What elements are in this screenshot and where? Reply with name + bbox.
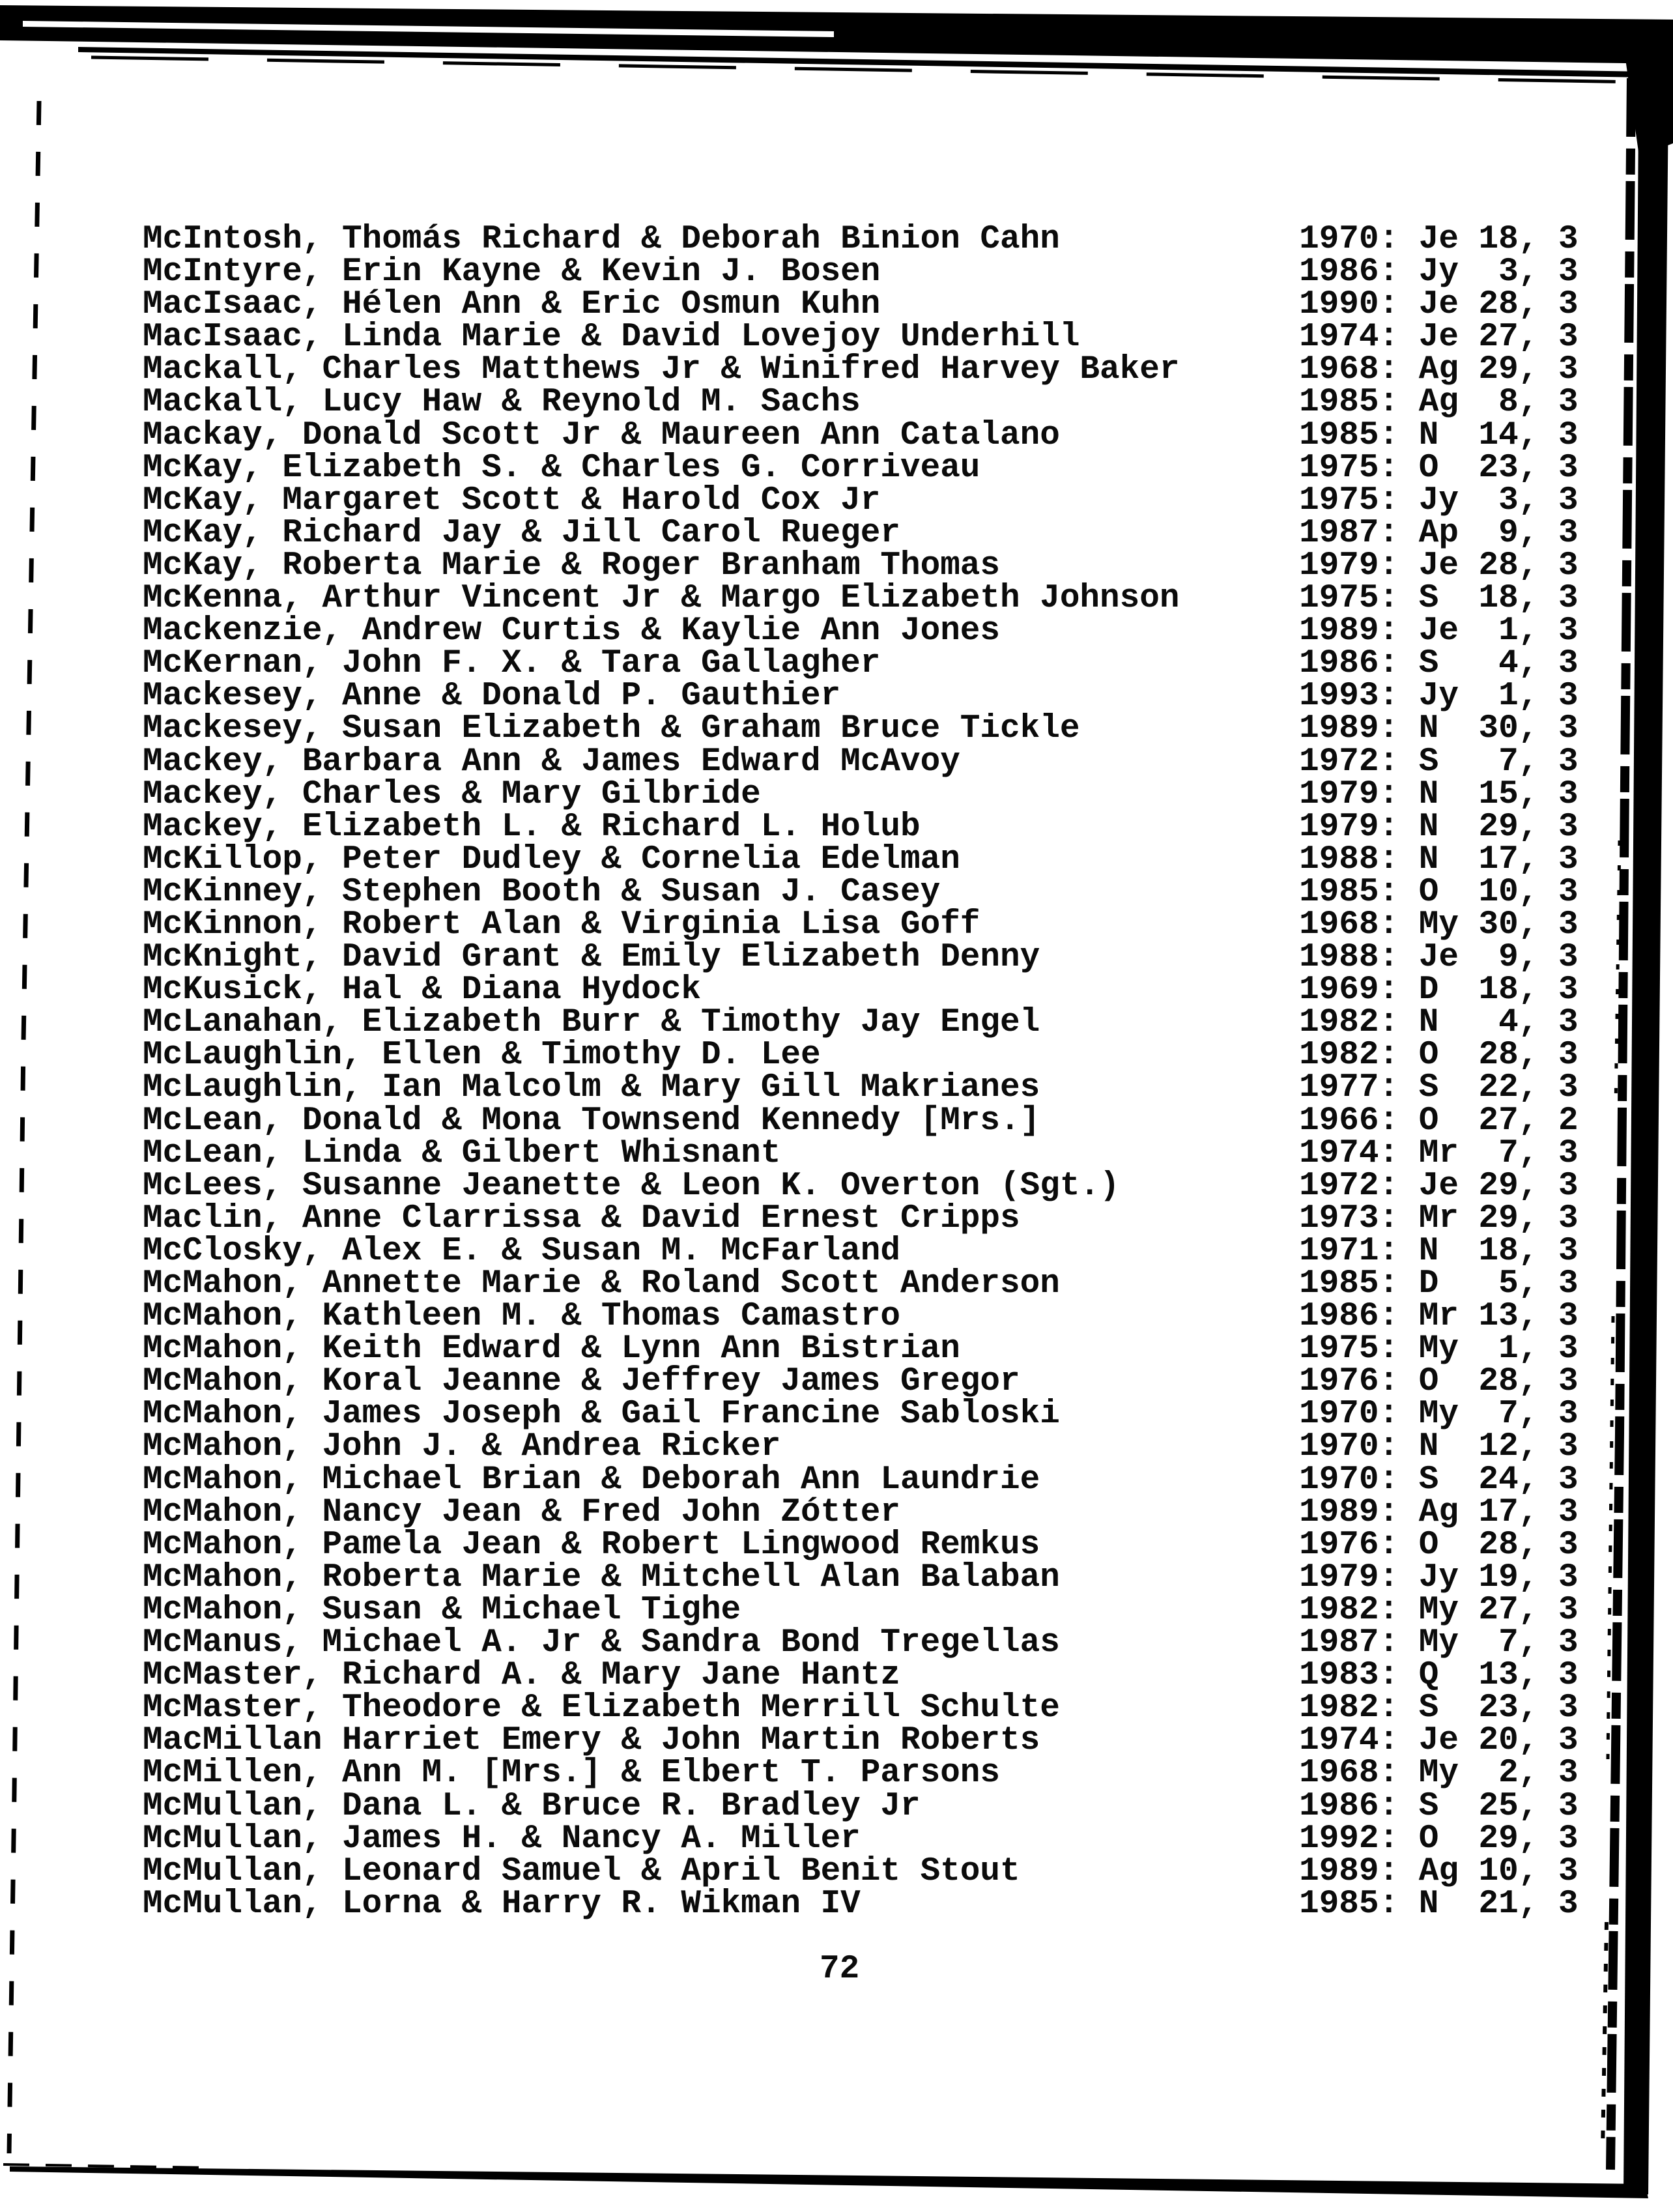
list-row: McKusick, Hal & Diana Hydock 1969: D 18, 3 xyxy=(143,971,1579,1009)
list-row: McMahon, Roberta Marie & Mitchell Alan Balaban 1979: Jy 19, 3 xyxy=(143,1558,1579,1596)
list-row: McLees, Susanne Jeanette & Leon K. Overton (Sgt.) 1972: Je 29, 3 xyxy=(143,1167,1579,1205)
top-scan-band xyxy=(0,5,1673,64)
list-row: McLaughlin, Ian Malcolm & Mary Gill Makrianes 1977: S 22, 3 xyxy=(143,1069,1579,1107)
list-row: McMahon, Susan & Michael Tighe 1982: My 27, 3 xyxy=(143,1591,1579,1629)
list-row: McIntosh, Thomás Richard & Deborah Binion Cahn 1970: Je 18, 3 xyxy=(143,221,1579,258)
list-row: McMahon, Annette Marie & Roland Scott Anderson 1985: D 5, 3 xyxy=(143,1265,1579,1302)
marriage-index-list xyxy=(143,223,1579,1921)
top-scan-underline xyxy=(78,47,1648,78)
list-row: McMahon, James Joseph & Gail Francine Sabloski 1970: My 7, 3 xyxy=(143,1396,1579,1433)
list-row: Mackesey, Anne & Donald P. Gauthier 1993: Jy 1, 3 xyxy=(143,678,1579,715)
list-row: Mackey, Elizabeth L. & Richard L. Holub 1979: N 29, 3 xyxy=(143,808,1579,846)
list-row: McMaster, Richard A. & Mary Jane Hantz 1983: Q 13, 3 xyxy=(143,1657,1579,1695)
list-row: MacIsaac, Linda Marie & David Lovejoy Underhill 1974: Je 27, 3 xyxy=(143,319,1579,356)
bottom-scan-line-left-dashes xyxy=(3,2164,208,2168)
list-row: Mackay, Donald Scott Jr & Maureen Ann Catalano 1985: N 14, 3 xyxy=(143,416,1579,454)
list-row: McMullan, Lorna & Harry R. Wikman IV 1985: N 21, 3 xyxy=(143,1885,1579,1923)
list-row: McMahon, John J. & Andrea Ricker 1970: N 12, 3 xyxy=(143,1428,1579,1466)
list-row: McKay, Elizabeth S. & Charles G. Corriveau 1975: O 23, 3 xyxy=(143,449,1579,487)
list-row: McLean, Linda & Gilbert Whisnant 1974: Mr 7, 3 xyxy=(143,1134,1579,1172)
list-row: McManus, Michael A. Jr & Sandra Bond Tregellas 1987: My 7, 3 xyxy=(143,1624,1579,1662)
list-row: Mackesey, Susan Elizabeth & Graham Bruce Tickle 1989: N 30, 3 xyxy=(143,710,1579,748)
list-row: Mackall, Charles Matthews Jr & Winifred Harvey Baker 1968: Ag 29, 3 xyxy=(143,351,1579,389)
right-scan-speckles-mid xyxy=(1608,1316,1613,1759)
list-row: Mackall, Lucy Haw & Reynold M. Sachs 1985: Ag 8, 3 xyxy=(143,384,1579,422)
list-row: McMahon, Pamela Jean & Robert Lingwood Remkus 1976: O 28, 3 xyxy=(143,1526,1579,1564)
right-scan-speckles-lower xyxy=(1603,1922,1607,2150)
list-row: Mackey, Charles & Mary Gilbride 1979: N 15, 3 xyxy=(143,775,1579,813)
list-row: McKnight, David Grant & Emily Elizabeth Denny 1988: Je 9, 3 xyxy=(143,939,1579,977)
top-right-corner-blob xyxy=(1622,36,1673,156)
list-row: McLanahan, Elizabeth Burr & Timothy Jay Engel 1982: N 4, 3 xyxy=(143,1004,1579,1042)
list-row: McKay, Roberta Marie & Roger Branham Thomas 1979: Je 28, 3 xyxy=(143,547,1579,584)
list-row: McKay, Margaret Scott & Harold Cox Jr 1975: Jy 3, 3 xyxy=(143,481,1579,519)
list-row: McMahon, Michael Brian & Deborah Ann Laundrie 1970: S 24, 3 xyxy=(143,1461,1579,1499)
right-scan-inner-line xyxy=(1610,78,1631,2170)
page-number: 72 xyxy=(820,1951,860,1988)
right-scan-bar xyxy=(1623,33,1669,2194)
bottom-scan-line xyxy=(10,2166,1648,2198)
list-row: McLaughlin, Ellen & Timothy D. Lee 1982: O 28, 3 xyxy=(143,1037,1579,1074)
list-row: McMahon, Kathleen M. & Thomas Camastro 1986: Mr 13, 3 xyxy=(143,1298,1579,1336)
list-row: McMahon, Nancy Jean & Fred John Zótter 1989: Ag 17, 3 xyxy=(143,1493,1579,1531)
list-row: McMaster, Theodore & Elizabeth Merrill Schulte 1982: S 23, 3 xyxy=(143,1689,1579,1727)
top-scan-ragged-line xyxy=(91,57,1642,82)
right-scan-speckles-upper xyxy=(1616,840,1620,1108)
list-row: McMullan, James H. & Nancy A. Miller 1992: O 29, 3 xyxy=(143,1820,1579,1858)
list-row: Mackenzie, Andrew Curtis & Kaylie Ann Jones 1989: Je 1, 3 xyxy=(143,612,1579,650)
list-row: McMullan, Leonard Samuel & April Benit Stout 1989: Ag 10, 3 xyxy=(143,1852,1579,1890)
list-row: McKay, Richard Jay & Jill Carol Rueger 1987: Ap 9, 3 xyxy=(143,514,1579,552)
left-dashed-edge xyxy=(9,101,39,2153)
list-row: McKenna, Arthur Vincent Jr & Margo Elizabeth Johnson 1975: S 18, 3 xyxy=(143,580,1579,618)
list-row: MacIsaac, Hélen Ann & Eric Osmun Kuhn 1990: Je 28, 3 xyxy=(143,286,1579,324)
list-row: McKinnon, Robert Alan & Virginia Lisa Goff 1968: My 30, 3 xyxy=(143,906,1579,943)
top-scan-band-white-streak xyxy=(23,21,834,37)
list-row: Maclin, Anne Clarrissa & David Ernest Cripps 1973: Mr 29, 3 xyxy=(143,1199,1579,1237)
list-row: McKillop, Peter Dudley & Cornelia Edelman 1988: N 17, 3 xyxy=(143,840,1579,878)
list-row: McMahon, Keith Edward & Lynn Ann Bistrian 1975: My 1, 3 xyxy=(143,1330,1579,1368)
list-row: McMahon, Koral Jeanne & Jeffrey James Gregor 1976: O 28, 3 xyxy=(143,1363,1579,1401)
list-row: Mackey, Barbara Ann & James Edward McAvoy 1972: S 7, 3 xyxy=(143,743,1579,781)
list-row: McMullan, Dana L. & Bruce R. Bradley Jr 1986: S 25, 3 xyxy=(143,1787,1579,1825)
list-row: MacMillan Harriet Emery & John Martin Roberts 1974: Je 20, 3 xyxy=(143,1722,1579,1760)
list-row: McKinney, Stephen Booth & Susan J. Casey 1985: O 10, 3 xyxy=(143,873,1579,911)
list-row: McLean, Donald & Mona Townsend Kennedy [Mrs.] 1966: O 27, 2 xyxy=(143,1102,1579,1140)
list-row: McIntyre, Erin Kayne & Kevin J. Bosen 1986: Jy 3, 3 xyxy=(143,253,1579,291)
list-row: McKernan, John F. X. & Tara Gallagher 1986: S 4, 3 xyxy=(143,645,1579,683)
list-row: McMillen, Ann M. [Mrs.] & Elbert T. Parsons 1968: My 2, 3 xyxy=(143,1755,1579,1792)
list-row: McClosky, Alex E. & Susan M. McFarland 1971: N 18, 3 xyxy=(143,1232,1579,1270)
